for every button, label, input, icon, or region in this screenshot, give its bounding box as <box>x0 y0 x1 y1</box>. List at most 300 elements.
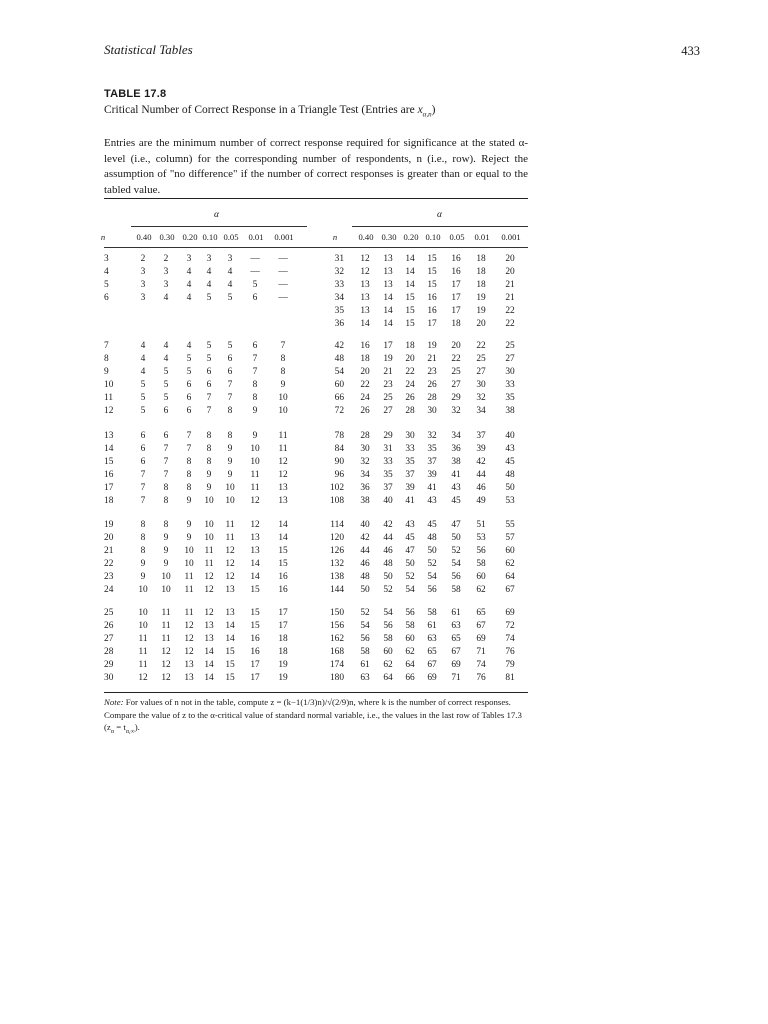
left-value-cell: 6 <box>140 457 146 468</box>
left-value-cell: 15 <box>250 608 260 618</box>
right-n-cell: 72 <box>334 406 344 417</box>
right-value-cell: 24 <box>405 380 415 391</box>
left-value-cell: 13 <box>278 483 288 494</box>
right-value-cell: 49 <box>476 496 486 507</box>
right-value-cell: 20 <box>360 367 370 378</box>
right-value-cell: 39 <box>476 444 486 455</box>
right-value-cell: 51 <box>476 520 486 530</box>
left-value-cell: 8 <box>186 470 192 481</box>
caption-variable: x <box>417 104 423 116</box>
left-value-cell: 2 <box>163 254 169 264</box>
left-value-cell: 18 <box>278 647 288 658</box>
right-value-cell: 40 <box>383 496 393 507</box>
right-value-cell: 53 <box>476 533 486 544</box>
right-value-cell: 67 <box>451 647 461 658</box>
right-value-cell: 50 <box>451 533 461 544</box>
left-n-cell: 8 <box>104 354 109 365</box>
left-value-cell: 15 <box>250 621 260 632</box>
right-value-cell: 40 <box>505 431 515 441</box>
right-n-cell: 132 <box>329 559 344 570</box>
right-value-cell: 19 <box>427 341 437 351</box>
right-value-cell: 16 <box>427 293 437 304</box>
left-n-header: n <box>100 232 106 242</box>
left-value-cell: 4 <box>140 354 146 365</box>
left-value-cell: 9 <box>186 520 192 530</box>
right-value-cell: 14 <box>405 254 415 264</box>
left-value-cell: 7 <box>280 341 286 351</box>
right-value-cell: 15 <box>405 319 415 330</box>
right-value-cell: 64 <box>405 660 415 671</box>
left-alpha-level-1: 0.40 <box>136 232 152 242</box>
right-value-cell: 61 <box>451 608 461 618</box>
right-value-cell: 54 <box>360 621 370 632</box>
left-value-cell: 16 <box>250 647 260 658</box>
left-value-cell: 8 <box>227 431 233 441</box>
right-value-cell: 17 <box>451 293 461 304</box>
left-value-cell: 9 <box>163 546 169 557</box>
left-value-cell: 7 <box>186 431 192 441</box>
left-value-cell: 4 <box>227 267 233 278</box>
left-value-cell: 5 <box>140 393 146 404</box>
left-value-cell: 5 <box>206 354 212 365</box>
right-value-cell: 71 <box>451 673 461 684</box>
left-value-cell: 19 <box>278 660 288 671</box>
right-value-cell: 19 <box>476 293 486 304</box>
left-value-cell: — <box>278 280 288 291</box>
right-value-cell: 32 <box>476 393 486 404</box>
right-value-cell: 24 <box>360 393 370 404</box>
left-value-cell: 5 <box>163 380 169 391</box>
left-n-cell: 6 <box>104 293 109 304</box>
right-alpha-level-7: 0.001 <box>501 232 521 242</box>
right-value-cell: 14 <box>383 293 393 304</box>
right-value-cell: 46 <box>383 546 393 557</box>
note-text-2: = t <box>114 722 126 732</box>
left-n-cell: 26 <box>104 621 114 632</box>
right-value-cell: 58 <box>405 621 415 632</box>
right-value-cell: 62 <box>505 559 515 570</box>
left-value-cell: 5 <box>186 367 192 378</box>
right-value-cell: 48 <box>427 533 437 544</box>
right-value-cell: 53 <box>505 496 515 507</box>
right-value-cell: 26 <box>427 380 437 391</box>
right-value-cell: 13 <box>360 306 370 317</box>
caption-subscript: α,n <box>422 110 432 119</box>
left-n-cell: 16 <box>104 470 114 481</box>
left-value-cell: 10 <box>138 608 148 618</box>
left-value-cell: 9 <box>206 483 212 494</box>
right-value-cell: 23 <box>427 367 437 378</box>
right-value-cell: 30 <box>360 444 370 455</box>
right-value-cell: 33 <box>383 457 393 468</box>
right-value-cell: 62 <box>476 585 486 596</box>
left-value-cell: 9 <box>252 406 258 417</box>
left-value-cell: 9 <box>186 533 192 544</box>
left-value-cell: 7 <box>163 470 169 481</box>
left-n-cell: 25 <box>104 608 114 618</box>
left-value-cell: 14 <box>225 634 235 645</box>
right-alpha-level-2: 0.30 <box>381 232 397 242</box>
right-n-cell: 32 <box>334 267 344 278</box>
right-n-cell: 120 <box>329 533 344 544</box>
right-value-cell: 20 <box>505 267 515 278</box>
right-n-cell: 34 <box>334 293 344 304</box>
left-value-cell: 12 <box>161 647 171 658</box>
right-value-cell: 44 <box>360 546 370 557</box>
caption-text: Critical Number of Correct Response in a Triangle Test (Entries are <box>104 104 418 116</box>
right-value-cell: 16 <box>427 306 437 317</box>
right-value-cell: 18 <box>476 280 486 291</box>
right-value-cell: 22 <box>505 319 515 330</box>
right-value-cell: 32 <box>427 431 437 441</box>
left-value-cell: 4 <box>186 267 192 278</box>
right-value-cell: 65 <box>476 608 486 618</box>
right-value-cell: 69 <box>427 673 437 684</box>
right-value-cell: 29 <box>451 393 461 404</box>
right-value-cell: 13 <box>383 254 393 264</box>
left-n-cell: 11 <box>104 393 114 404</box>
left-n-cell: 12 <box>104 406 114 417</box>
right-value-cell: 63 <box>360 673 370 684</box>
left-value-cell: 7 <box>252 354 258 365</box>
right-n-cell: 102 <box>329 483 344 494</box>
right-value-cell: 12 <box>360 267 370 278</box>
right-value-cell: 25 <box>505 341 515 351</box>
table-top-rule <box>104 198 528 199</box>
right-value-cell: 15 <box>427 254 437 264</box>
left-value-cell: 15 <box>250 585 260 596</box>
right-value-cell: 67 <box>476 621 486 632</box>
right-n-cell: 168 <box>329 647 344 658</box>
left-value-cell: 3 <box>140 293 146 304</box>
right-value-cell: 62 <box>383 660 393 671</box>
right-value-cell: 25 <box>451 367 461 378</box>
right-value-cell: 65 <box>451 634 461 645</box>
note-text-3: ). <box>134 722 140 732</box>
left-value-cell: 3 <box>227 254 233 264</box>
right-value-cell: 22 <box>451 354 461 365</box>
right-value-cell: 17 <box>383 341 393 351</box>
left-alpha-underline <box>131 226 307 227</box>
left-value-cell: 8 <box>206 444 212 455</box>
left-n-cell: 24 <box>104 585 114 596</box>
left-value-cell: 6 <box>206 380 212 391</box>
left-value-cell: 12 <box>138 673 148 684</box>
left-value-cell: 8 <box>163 483 169 494</box>
right-value-cell: 35 <box>427 444 437 455</box>
right-value-cell: 29 <box>383 431 393 441</box>
left-value-cell: 3 <box>140 267 146 278</box>
right-value-cell: 76 <box>505 647 515 658</box>
right-value-cell: 45 <box>427 520 437 530</box>
left-value-cell: 13 <box>204 621 214 632</box>
left-value-cell: 7 <box>140 496 146 507</box>
left-value-cell: 11 <box>250 470 260 481</box>
right-value-cell: 36 <box>360 483 370 494</box>
right-value-cell: 22 <box>360 380 370 391</box>
right-value-cell: 14 <box>360 319 370 330</box>
right-value-cell: 58 <box>360 647 370 658</box>
right-value-cell: 15 <box>427 280 437 291</box>
right-value-cell: 54 <box>427 572 437 583</box>
left-value-cell: 10 <box>184 546 194 557</box>
right-value-cell: 76 <box>476 673 486 684</box>
right-value-cell: 21 <box>427 354 437 365</box>
right-value-cell: 13 <box>360 293 370 304</box>
left-value-cell: 16 <box>250 634 260 645</box>
right-n-cell: 180 <box>329 673 344 684</box>
left-value-cell: 3 <box>163 280 169 291</box>
left-value-cell: 6 <box>252 341 258 351</box>
left-value-cell: 8 <box>140 533 146 544</box>
right-n-cell: 156 <box>329 621 344 632</box>
left-value-cell: 6 <box>186 393 192 404</box>
left-value-cell: 9 <box>280 380 286 391</box>
left-value-cell: 13 <box>225 585 235 596</box>
left-value-cell: 17 <box>250 673 260 684</box>
left-n-cell: 27 <box>104 634 114 645</box>
right-value-cell: 48 <box>505 470 515 481</box>
left-value-cell: 13 <box>225 608 235 618</box>
left-value-cell: 12 <box>250 496 260 507</box>
right-value-cell: 54 <box>451 559 461 570</box>
left-n-cell: 19 <box>104 520 114 530</box>
right-n-header: n <box>332 232 338 242</box>
right-value-cell: 74 <box>505 634 515 645</box>
right-value-cell: 50 <box>405 559 415 570</box>
left-value-cell: 6 <box>163 431 169 441</box>
right-value-cell: 37 <box>405 470 415 481</box>
right-value-cell: 37 <box>383 483 393 494</box>
right-value-cell: 18 <box>451 319 461 330</box>
right-value-cell: 58 <box>451 585 461 596</box>
right-value-cell: 72 <box>505 621 515 632</box>
left-value-cell: 3 <box>140 280 146 291</box>
right-value-cell: 22 <box>505 306 515 317</box>
left-value-cell: 3 <box>206 254 212 264</box>
left-value-cell: 7 <box>206 393 212 404</box>
right-value-cell: 54 <box>383 608 393 618</box>
left-value-cell: 7 <box>227 380 233 391</box>
left-value-cell: 10 <box>204 520 214 530</box>
left-value-cell: 13 <box>250 546 260 557</box>
right-value-cell: 39 <box>405 483 415 494</box>
right-value-cell: 38 <box>505 406 515 417</box>
left-n-cell: 4 <box>104 267 109 278</box>
right-value-cell: 64 <box>383 673 393 684</box>
left-value-cell: 12 <box>204 572 214 583</box>
left-value-cell: 12 <box>278 457 288 468</box>
left-value-cell: 12 <box>204 585 214 596</box>
left-value-cell: 10 <box>161 585 171 596</box>
right-n-cell: 31 <box>334 254 344 264</box>
right-n-cell: 96 <box>334 470 344 481</box>
right-n-cell: 60 <box>334 380 344 391</box>
right-value-cell: 18 <box>476 254 486 264</box>
left-value-cell: 11 <box>184 608 194 618</box>
left-value-cell: 6 <box>186 406 192 417</box>
left-value-cell: 11 <box>225 533 235 544</box>
left-value-cell: 6 <box>186 380 192 391</box>
right-value-cell: 13 <box>383 280 393 291</box>
left-value-cell: 7 <box>163 457 169 468</box>
right-n-cell: 35 <box>334 306 344 317</box>
left-value-cell: 11 <box>184 572 194 583</box>
right-value-cell: 43 <box>451 483 461 494</box>
left-value-cell: 12 <box>225 572 235 583</box>
intro-paragraph: Entries are the minimum number of correct response required for significance at the stated α-level (i.e., column) for the corresponding number of respondents, n (i.e., row). Reject the assumption of "no difference" if the number of correct responses is greater than or equal to the tabled value. <box>104 137 528 196</box>
left-value-cell: 9 <box>227 470 233 481</box>
right-value-cell: 66 <box>405 673 415 684</box>
table-note <box>104 696 528 738</box>
right-value-cell: 50 <box>427 546 437 557</box>
left-n-cell: 17 <box>104 483 114 494</box>
left-value-cell: 8 <box>163 496 169 507</box>
right-value-cell: 12 <box>360 254 370 264</box>
right-n-cell: 114 <box>330 520 344 530</box>
right-value-cell: 44 <box>383 533 393 544</box>
right-value-cell: 20 <box>451 341 461 351</box>
right-n-cell: 174 <box>329 660 344 671</box>
left-value-cell: 8 <box>206 431 212 441</box>
right-alpha-level-1: 0.40 <box>358 232 374 242</box>
left-n-cell: 13 <box>104 431 114 441</box>
left-value-cell: 11 <box>138 660 148 671</box>
left-value-cell: 8 <box>206 457 212 468</box>
right-value-cell: 42 <box>360 533 370 544</box>
left-value-cell: — <box>278 293 288 304</box>
right-value-cell: 52 <box>427 559 437 570</box>
right-value-cell: 57 <box>505 533 515 544</box>
right-value-cell: 43 <box>505 444 515 455</box>
left-value-cell: 5 <box>206 341 212 351</box>
left-value-cell: 10 <box>278 393 288 404</box>
left-value-cell: 11 <box>278 444 288 455</box>
right-value-cell: 30 <box>476 380 486 391</box>
right-value-cell: 56 <box>405 608 415 618</box>
left-value-cell: 9 <box>227 457 233 468</box>
left-value-cell: — <box>250 254 260 264</box>
right-value-cell: 27 <box>505 354 515 365</box>
left-value-cell: 14 <box>204 647 214 658</box>
left-alpha-level-2: 0.30 <box>159 232 175 242</box>
left-value-cell: 11 <box>138 634 148 645</box>
left-value-cell: 3 <box>186 254 192 264</box>
right-value-cell: 37 <box>476 431 486 441</box>
right-value-cell: 38 <box>451 457 461 468</box>
right-value-cell: 42 <box>476 457 486 468</box>
left-value-cell: 8 <box>252 380 258 391</box>
left-value-cell: 14 <box>278 533 288 544</box>
table-caption <box>104 104 435 118</box>
right-value-cell: 50 <box>360 585 370 596</box>
right-value-cell: 40 <box>360 520 370 530</box>
right-value-cell: 28 <box>427 393 437 404</box>
right-value-cell: 27 <box>383 406 393 417</box>
left-value-cell: 9 <box>140 572 146 583</box>
left-value-cell: 12 <box>225 559 235 570</box>
right-value-cell: 41 <box>405 496 415 507</box>
left-n-cell: 3 <box>104 254 109 264</box>
left-value-cell: 8 <box>227 406 233 417</box>
right-value-cell: 22 <box>405 367 415 378</box>
left-n-cell: 5 <box>104 280 109 291</box>
right-value-cell: 15 <box>405 306 415 317</box>
left-n-cell: 20 <box>104 533 114 544</box>
left-value-cell: 4 <box>227 280 233 291</box>
right-value-cell: 16 <box>360 341 370 351</box>
left-value-cell: 14 <box>250 559 260 570</box>
left-alpha-level-7: 0.001 <box>274 232 294 242</box>
left-n-cell: 18 <box>104 496 114 507</box>
right-value-cell: 56 <box>360 634 370 645</box>
left-value-cell: 16 <box>278 572 288 583</box>
right-n-cell: 108 <box>329 496 344 507</box>
right-value-cell: 22 <box>476 341 486 351</box>
right-value-cell: 28 <box>360 431 370 441</box>
left-value-cell: 12 <box>204 608 214 618</box>
right-value-cell: 16 <box>451 254 461 264</box>
right-value-cell: 35 <box>405 457 415 468</box>
left-n-cell: 7 <box>104 341 109 351</box>
right-value-cell: 35 <box>505 393 515 404</box>
left-n-cell: 23 <box>104 572 114 583</box>
right-value-cell: 17 <box>451 306 461 317</box>
right-value-cell: 52 <box>383 585 393 596</box>
left-value-cell: 13 <box>278 496 288 507</box>
left-value-cell: 9 <box>163 533 169 544</box>
left-value-cell: 5 <box>163 393 169 404</box>
left-value-cell: 7 <box>206 406 212 417</box>
right-value-cell: 60 <box>505 546 515 557</box>
left-value-cell: 9 <box>163 559 169 570</box>
right-value-cell: 37 <box>427 457 437 468</box>
left-n-cell: 30 <box>104 673 114 684</box>
right-n-cell: 138 <box>329 572 344 583</box>
right-value-cell: 62 <box>405 647 415 658</box>
running-head: Statistical Tables <box>104 42 193 57</box>
left-value-cell: 6 <box>140 444 146 455</box>
left-value-cell: 17 <box>278 608 288 618</box>
right-value-cell: 28 <box>405 406 415 417</box>
right-value-cell: 25 <box>476 354 486 365</box>
left-value-cell: 14 <box>250 572 260 583</box>
right-value-cell: 20 <box>405 354 415 365</box>
left-value-cell: 2 <box>140 254 146 264</box>
left-value-cell: 17 <box>278 621 288 632</box>
right-value-cell: 32 <box>360 457 370 468</box>
right-value-cell: 19 <box>476 306 486 317</box>
left-value-cell: 4 <box>186 341 192 351</box>
left-value-cell: 9 <box>140 559 146 570</box>
right-value-cell: 33 <box>505 380 515 391</box>
left-n-cell: 29 <box>104 660 114 671</box>
left-value-cell: 11 <box>161 621 171 632</box>
right-value-cell: 34 <box>451 431 461 441</box>
left-value-cell: 9 <box>206 470 212 481</box>
right-value-cell: 56 <box>383 621 393 632</box>
left-value-cell: 10 <box>138 585 148 596</box>
right-value-cell: 47 <box>451 520 461 530</box>
left-value-cell: 6 <box>252 293 258 304</box>
right-value-cell: 30 <box>505 367 515 378</box>
left-n-cell: 28 <box>104 647 114 658</box>
right-value-cell: 48 <box>383 559 393 570</box>
left-value-cell: 15 <box>225 660 235 671</box>
right-value-cell: 41 <box>427 483 437 494</box>
right-value-cell: 64 <box>505 572 515 583</box>
left-value-cell: 5 <box>140 380 146 391</box>
